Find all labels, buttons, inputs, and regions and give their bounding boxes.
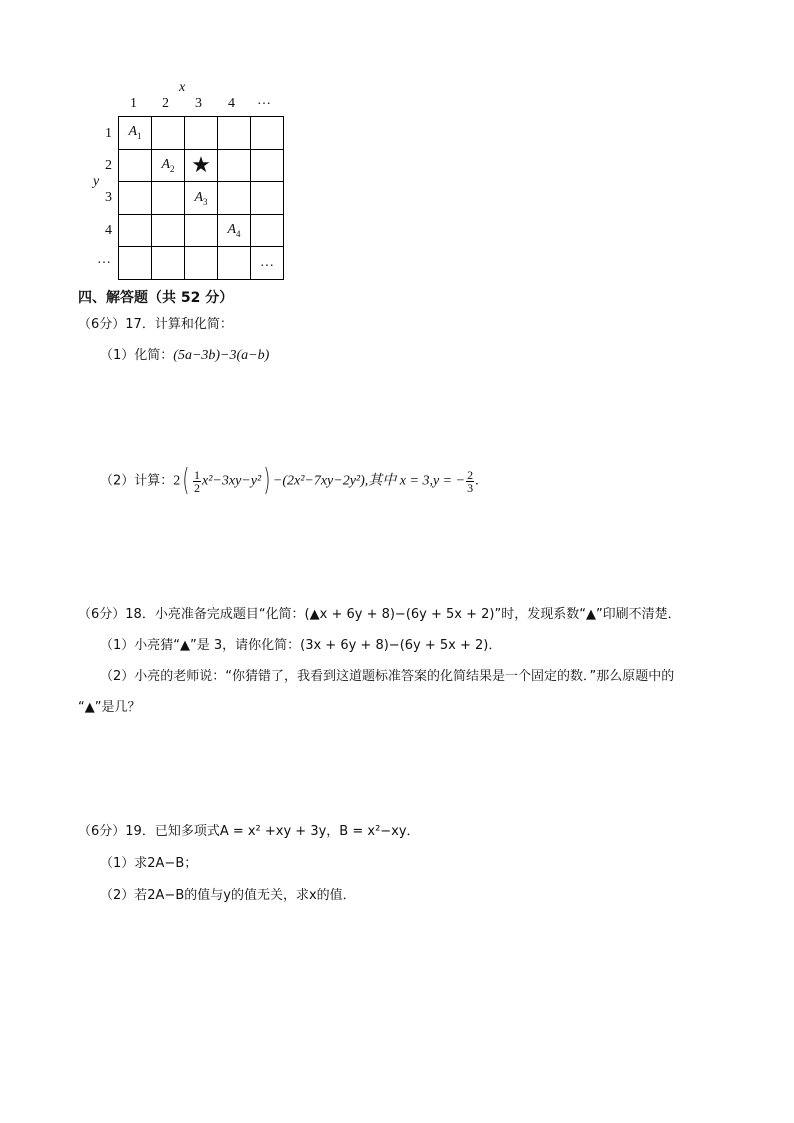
section-title: 四、解答题（共 52 分） [78, 290, 234, 306]
col-label: 2 [162, 96, 169, 111]
grid-cell [152, 247, 185, 280]
col-label: … [257, 93, 271, 108]
row-label: 4 [105, 223, 112, 238]
grid-cell [251, 182, 284, 215]
question-17-part-1 [100, 344, 269, 364]
question-19-heading: （6分）19．已知多项式A = x² +xy + 3y，B = x²−xy． [78, 824, 420, 839]
grid-cell [218, 182, 251, 215]
math-expression: (5a−3b)−3(a−b) [173, 348, 270, 363]
grid-cell-a2: $A_2$ [152, 149, 185, 182]
question-18-part-2-line-2: “▲”是几？ [78, 700, 141, 715]
grid-cell [251, 214, 284, 247]
grid-cell [119, 214, 152, 247]
row-label: 3 [105, 190, 112, 205]
grid-cell [119, 247, 152, 280]
grid-cell [119, 182, 152, 215]
part-label: （2）计算： [100, 473, 174, 489]
grid-cell [119, 149, 152, 182]
grid-cell-a4: $A_4$ [218, 214, 251, 247]
question-19-part-2: （2）若2A−B的值与y的值无关，求x的值． [100, 888, 356, 903]
fraction: $\frac{2}{3}$ [467, 467, 474, 495]
axis-x-label: x [179, 80, 186, 95]
grid-cell-a1: $A_1$ [119, 117, 152, 150]
question-17-heading: （6分）17．计算和化简： [78, 317, 233, 332]
grid-cell [251, 149, 284, 182]
grid-cell [185, 247, 218, 280]
grid-cell [218, 117, 251, 150]
grid-cell-star [185, 149, 218, 182]
grid-cell [152, 117, 185, 150]
coefficient: 2 [173, 473, 181, 489]
star-icon: ★ [191, 151, 211, 177]
math-expression: x²−3xy−y² [202, 473, 262, 489]
grid-cell [152, 214, 185, 247]
question-18-part-2-line-1: （2）小亮的老师说：“你猜错了，我看到这道题标准答案的化简结果是一个固定的数．”那么原题中的 [100, 669, 675, 684]
grid-cell [185, 214, 218, 247]
question-17-part-2: （2）计算：2( $\frac{1}{2}$ x²−3xy−y²) −(2x²−7xy−2y²),其中 x = 3,y = − $\frac{2}{3}$ . [100, 463, 479, 498]
question-18-heading: （6分）18．小亮准备完成题目“化简：(▲x + 6y + 8)−(6y + 5x + 2)”时，发现系数“▲”印刷不清楚． [78, 607, 681, 622]
grid-cell [152, 182, 185, 215]
axis-y-label: y [93, 174, 100, 189]
grid-cell [218, 149, 251, 182]
math-expression: −(2x²−7xy−2y²),其中 [272, 473, 400, 489]
grid-cell [251, 117, 284, 150]
col-label: 3 [195, 96, 202, 111]
row-label: … [97, 252, 111, 267]
row-label: 1 [105, 126, 112, 141]
question-19-part-1: （1）求2A−B； [100, 856, 198, 871]
condition: x = 3,y = − [399, 473, 466, 489]
col-label: 4 [228, 96, 235, 111]
grid-cell [185, 117, 218, 150]
grid-cell [218, 247, 251, 280]
part-label: （1）化简： [100, 348, 174, 363]
period: . [475, 473, 479, 489]
fraction: $\frac{1}{2}$ [194, 467, 200, 495]
col-label: 1 [130, 96, 137, 111]
grid-cell-dots: … [251, 247, 284, 280]
grid-table [118, 116, 284, 280]
question-18-part-1: （1）小亮猜“▲”是 3，请你化简：(3x + 6y + 8)−(6y + 5x + 2)． [100, 638, 502, 653]
grid-cell-a3: $A_3$ [185, 182, 218, 215]
row-label: 2 [105, 158, 112, 173]
